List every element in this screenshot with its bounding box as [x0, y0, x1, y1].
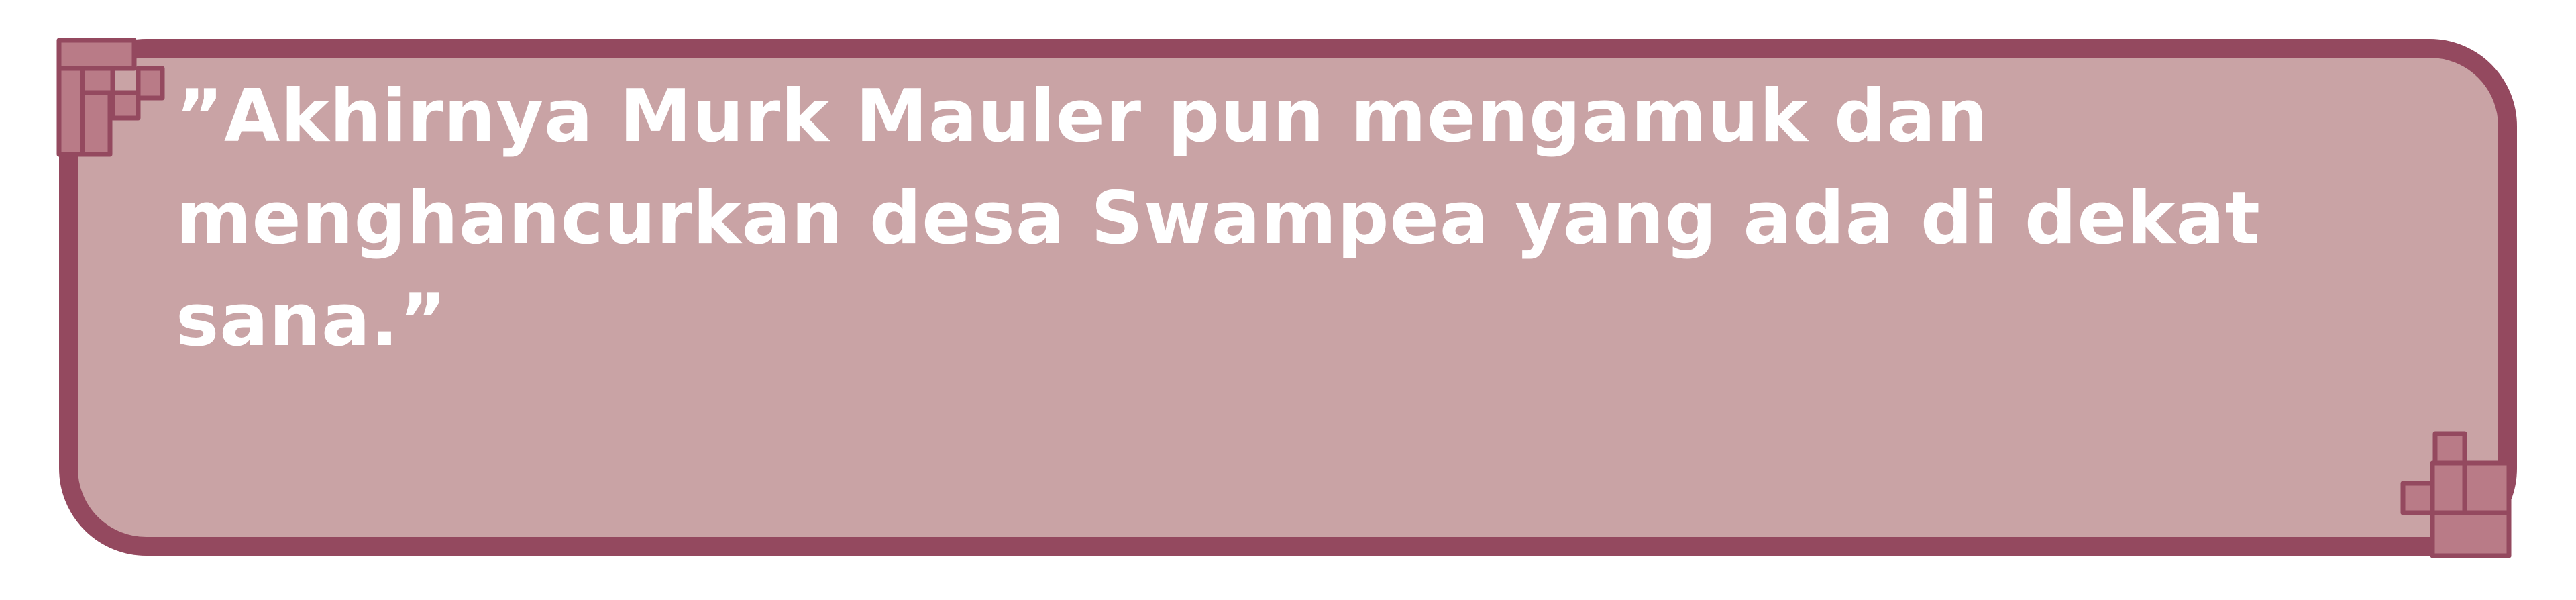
corner-ornament-icon	[2396, 428, 2517, 562]
corner-ornament-icon	[54, 35, 174, 169]
dialog-text: ”Akhirnya Murk Mauler pun mengamuk dan menghancurkan desa Swampea yang ada di dekat sana.”	[176, 74, 2261, 362]
